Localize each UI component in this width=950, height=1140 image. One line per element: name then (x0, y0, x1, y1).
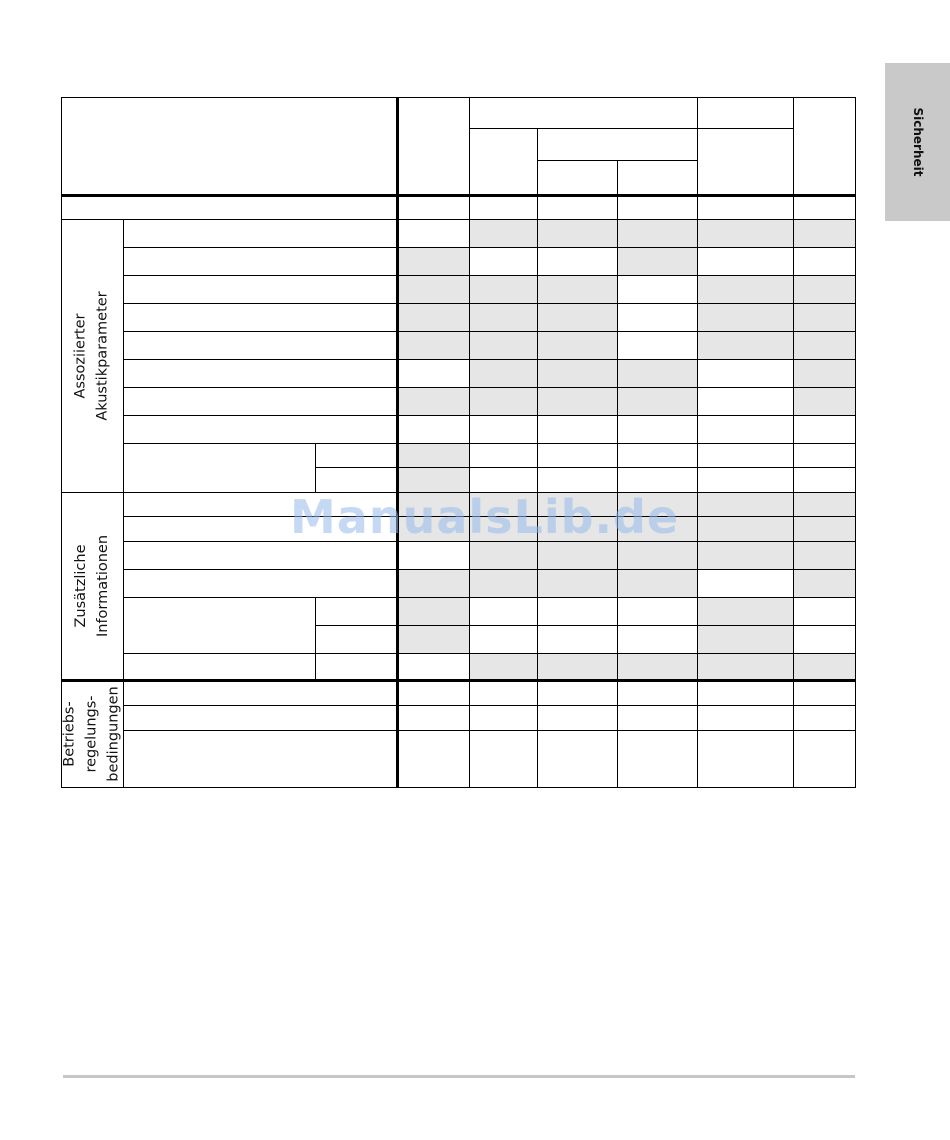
table-cell (537, 653, 617, 680)
table-cell (397, 467, 469, 492)
table-cell (793, 597, 855, 625)
table-cell (469, 705, 537, 730)
table-cell (469, 730, 537, 787)
table-cell (469, 303, 537, 331)
table-cell (617, 275, 697, 303)
table-rule (123, 359, 856, 360)
table-cell (793, 387, 855, 415)
table-cell (793, 467, 855, 492)
group-label-assoziierter-akustikparameter (61, 219, 123, 492)
table-cell (793, 680, 855, 705)
table-cell (793, 705, 855, 730)
table-cell (617, 303, 697, 331)
table-cell (537, 219, 617, 247)
table-cell (617, 359, 697, 387)
table-cell (617, 247, 697, 275)
table-cell (537, 415, 617, 443)
table-rule (123, 303, 856, 304)
table-cell (793, 275, 855, 303)
table-cell (397, 680, 469, 705)
table-cell (793, 303, 855, 331)
table-cell (697, 625, 793, 653)
table-cell (697, 219, 793, 247)
table-cell (697, 680, 793, 705)
table-cell (617, 625, 697, 653)
table-border-top (61, 97, 856, 98)
table-rule (123, 387, 856, 388)
table-cell (469, 653, 537, 680)
group-label-text: Zusätzliche Informationen (73, 534, 112, 638)
table-cell (793, 625, 855, 653)
table-cell (469, 359, 537, 387)
table-cell (793, 219, 855, 247)
table-cell (697, 275, 793, 303)
table-cell (397, 247, 469, 275)
table-cell (697, 516, 793, 541)
table-cell (617, 415, 697, 443)
table-cell (697, 730, 793, 787)
table-rule (123, 331, 856, 332)
table-cell (537, 275, 617, 303)
table-cell (537, 705, 617, 730)
table-cell (697, 303, 793, 331)
table-rule (123, 443, 856, 444)
table-rule (697, 128, 793, 129)
table-cell (697, 331, 793, 359)
table-cell (397, 331, 469, 359)
table-rule (123, 275, 856, 276)
table-cell (397, 275, 469, 303)
table-cell (697, 492, 793, 516)
table-cell (793, 492, 855, 516)
section-divider (61, 679, 856, 682)
table-cell (617, 569, 697, 597)
table-cell (537, 467, 617, 492)
table-cell (469, 597, 537, 625)
table-cell (697, 597, 793, 625)
table-cell (617, 730, 697, 787)
table-cell (793, 415, 855, 443)
table-cell (397, 303, 469, 331)
table-rule (123, 247, 856, 248)
table-cell (697, 569, 793, 597)
table-cell (617, 705, 697, 730)
table-cell (537, 387, 617, 415)
table-cell (397, 569, 469, 597)
table-cell (397, 730, 469, 787)
table-cell (793, 359, 855, 387)
table-cell (793, 653, 855, 680)
table-cell (397, 597, 469, 625)
group-label-text: Assoziierter Akustikparameter (73, 290, 111, 421)
table-cell (697, 705, 793, 730)
table-cell (397, 653, 469, 680)
side-tab-label: Sicherheit (910, 107, 925, 177)
table-cell (469, 387, 537, 415)
table-cell (537, 597, 617, 625)
table-cell (537, 247, 617, 275)
table-cell (697, 467, 793, 492)
table-rule (123, 569, 856, 570)
table-cell (397, 415, 469, 443)
table-cell (617, 597, 697, 625)
group-label-text: Betriebs- regelungs- bedingungen (62, 685, 123, 782)
table-cell (469, 625, 537, 653)
table-cell (617, 331, 697, 359)
table-cell (697, 359, 793, 387)
table-cell (697, 387, 793, 415)
table-cell (793, 730, 855, 787)
table-cell (793, 516, 855, 541)
table-cell (469, 275, 537, 303)
table-rule (123, 730, 856, 731)
table-cell (397, 705, 469, 730)
table-cell (469, 569, 537, 597)
table-rule (123, 415, 856, 416)
table-cell (617, 443, 697, 467)
table-cell (697, 247, 793, 275)
table-rule (123, 705, 856, 706)
group-label-betriebsregelungsbedingungen (61, 680, 123, 787)
table-cell (537, 303, 617, 331)
table-rule (793, 195, 794, 787)
table-cell (397, 359, 469, 387)
table-rule (315, 625, 856, 626)
group-label-zusaetzliche-informationen (61, 492, 123, 680)
table-cell (537, 569, 617, 597)
table-cell (469, 415, 537, 443)
table-cell (793, 569, 855, 597)
table-cell (537, 359, 617, 387)
table-cell (793, 541, 855, 569)
table-cell (537, 680, 617, 705)
table-cell (537, 625, 617, 653)
table-rule (61, 219, 856, 220)
table-cell (617, 680, 697, 705)
table-rule (315, 467, 856, 468)
table-cell (397, 443, 469, 467)
table-cell (617, 219, 697, 247)
table-cell (697, 653, 793, 680)
table-rule (469, 128, 697, 129)
table-cell (469, 680, 537, 705)
table-cell (537, 331, 617, 359)
table-cell (793, 331, 855, 359)
table-cell (617, 653, 697, 680)
table-cell (469, 443, 537, 467)
table-rule (315, 443, 316, 492)
table-cell (697, 443, 793, 467)
table-cell (617, 387, 697, 415)
watermark: ManualsLib.de (290, 490, 680, 544)
table-cell (617, 467, 697, 492)
table-cell (537, 730, 617, 787)
table-cell (397, 219, 469, 247)
table-cell (469, 331, 537, 359)
table-rule (697, 195, 698, 787)
table-rule (123, 653, 856, 654)
table-cell (793, 443, 855, 467)
table-cell (537, 443, 617, 467)
header-divider (61, 194, 856, 197)
table-cell (397, 387, 469, 415)
table-rule (315, 597, 316, 680)
table-cell (469, 219, 537, 247)
table-cell (793, 247, 855, 275)
table-cell (697, 541, 793, 569)
table-cell (469, 247, 537, 275)
table-cell (697, 415, 793, 443)
table-cell (397, 625, 469, 653)
table-cell (469, 467, 537, 492)
table-rule (123, 597, 856, 598)
table-border-bottom (61, 787, 856, 788)
footer-rule (63, 1075, 855, 1078)
